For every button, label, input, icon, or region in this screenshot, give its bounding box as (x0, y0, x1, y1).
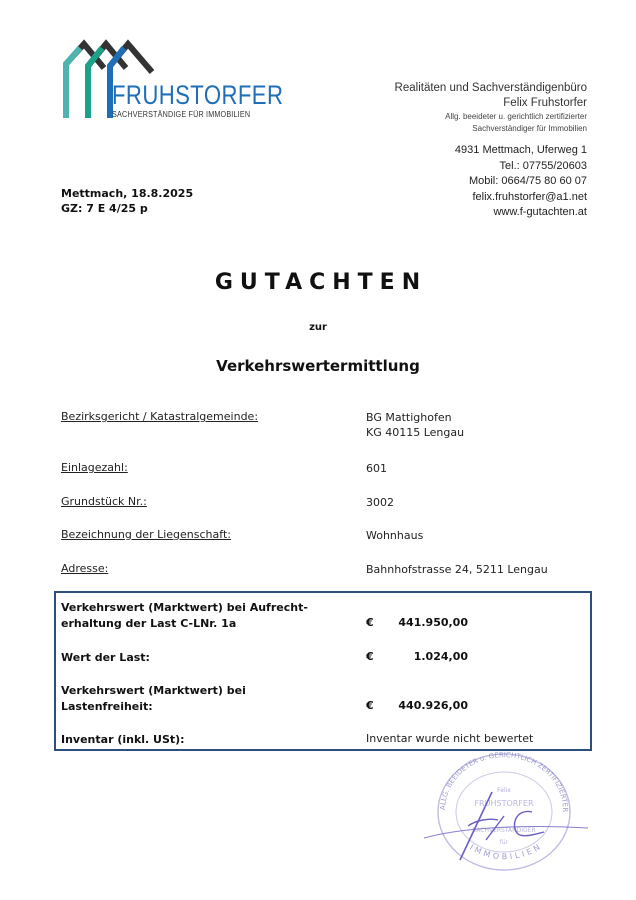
letterhead-office: Realitäten und Sachverständigenbüro (394, 82, 587, 94)
logo-wordmark: FRUHSTORFER (112, 80, 284, 110)
svg-text:FRUHSTORFER: FRUHSTORFER (474, 799, 534, 808)
contact-tel: Tel.: 07755/20603 (499, 159, 587, 172)
field-label-grundstueck: Grundstück Nr.: (61, 495, 147, 508)
contact-address: 4931 Mettmach, Uferweg 1 (454, 144, 587, 156)
label-line: erhaltung der Last C-LNr. 1a (61, 616, 237, 630)
summary-label-market-value-unencumbered (61, 683, 246, 714)
label-line: Verkehrswert (Marktwert) bei Aufrecht- (61, 601, 308, 614)
field-value-bezeichnung: Wohnhaus (366, 529, 424, 542)
label-line: Lastenfreiheit: (61, 699, 153, 713)
logo-tagline: SACHVERSTÄNDIGE FÜR IMMOBILIEN (112, 110, 251, 119)
amount-burden-value: 1.024,00 (413, 650, 468, 663)
field-label-adresse: Adresse: (61, 562, 109, 575)
summary-label-burden-value: Wert der Last: (61, 651, 150, 664)
contact-block (455, 143, 587, 221)
svg-text:Felix: Felix (497, 787, 511, 794)
summary-label-market-value-with-burden (61, 600, 308, 631)
contact-website[interactable]: www.f-gutachten.at (493, 206, 587, 218)
field-value-court (366, 410, 464, 440)
svg-text:ALLG. BEEIDETER u. GERICHTLICH: ALLG. BEEIDETER u. GERICHTLICH ZERTIFIZIERTER (438, 751, 570, 813)
letterhead-name: Felix Fruhstorfer (503, 97, 587, 109)
place-date: Mettmach, 18.8.2025 (61, 187, 194, 200)
inventory-note: Inventar wurde nicht bewertet (366, 732, 534, 745)
reference-number: GZ: 7 E 4/25 p (61, 202, 148, 215)
letterhead-qualification: Allg. beeideter u. gerichtlich zertifizierter (445, 112, 587, 121)
field-label-court: Bezirksgericht / Katastralgemeinde: (61, 410, 259, 423)
svg-text:IMMOBILIEN: IMMOBILIEN (468, 841, 545, 862)
currency-symbol: € (366, 616, 374, 629)
currency-symbol: € (366, 650, 374, 663)
cadastral-value: KG 40115 Lengau (366, 426, 465, 439)
currency-symbol: € (366, 699, 374, 712)
field-value-adresse: Bahnhofstrasse 24, 5211 Lengau (366, 563, 548, 576)
court-value: BG Mattighofen (366, 411, 452, 424)
contact-mobile: Mobil: 0664/75 80 60 07 (468, 175, 587, 187)
amount-market-value-unencumbered: 440.926,00 (398, 699, 468, 712)
svg-text:SACHVERSTÄNDIGER: SACHVERSTÄNDIGER (472, 827, 536, 834)
label-line: Verkehrswert (Marktwert) bei (61, 684, 246, 697)
svg-text:für: für (499, 839, 509, 846)
field-label-einlagezahl: Einlagezahl: (61, 461, 128, 474)
summary-label-inventory: Inventar (inkl. USt): (61, 733, 185, 746)
amount-market-value-with-burden: 441.950,00 (398, 616, 468, 629)
field-label-bezeichnung: Bezeichnung der Liegenschaft: (61, 528, 231, 541)
title-connector: zur (309, 322, 327, 333)
document-title: GUTACHTEN (214, 270, 428, 295)
letterhead-specialty: Sachverständiger für Immobilien (472, 124, 587, 133)
official-stamp-signature-icon (420, 748, 590, 888)
document-subtitle: Verkehrswertermittlung (216, 357, 420, 375)
field-value-einlagezahl: 601 (366, 462, 387, 475)
contact-email[interactable]: felix.fruhstorfer@a1.net (472, 190, 587, 203)
field-value-grundstueck: 3002 (366, 496, 394, 509)
document-meta (61, 186, 193, 216)
